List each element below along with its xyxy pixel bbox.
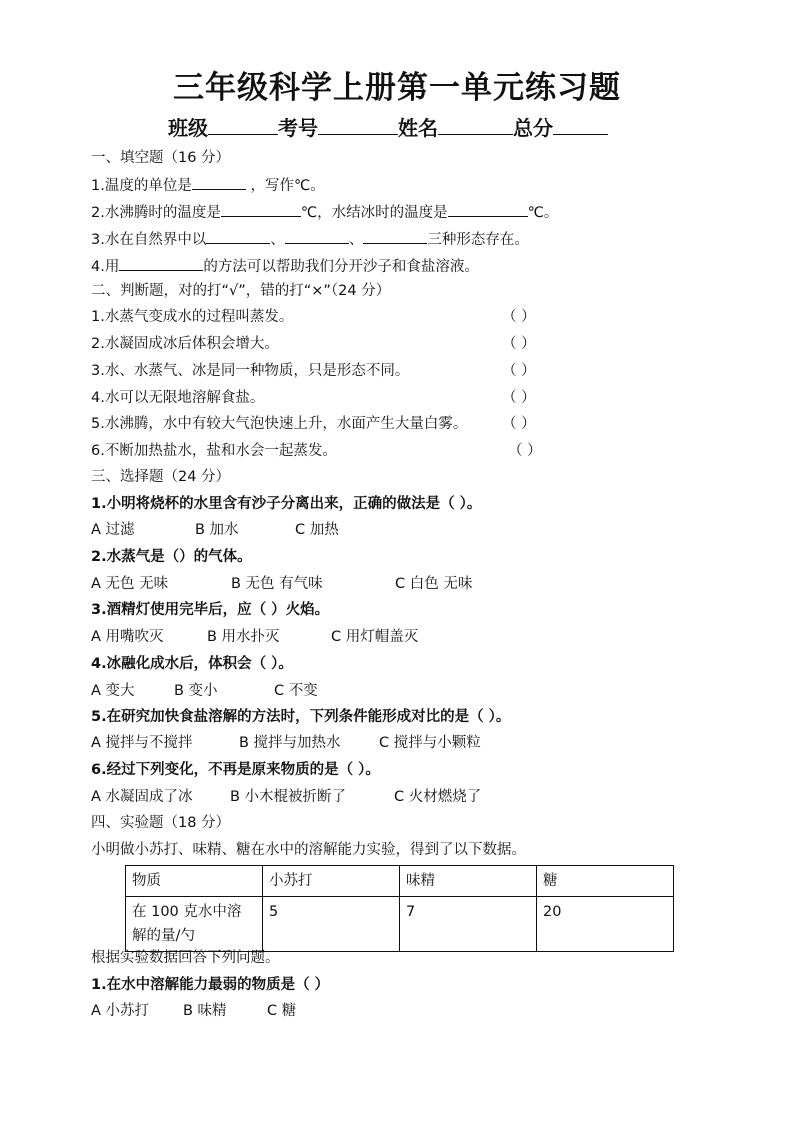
fill-question-4: 4.用 的方法可以帮助我们分开沙子和食盐溶液。: [91, 255, 479, 277]
option-b[interactable]: B 用水扑灭: [207, 629, 280, 645]
class-blank[interactable]: [208, 119, 278, 135]
option-c[interactable]: C 用灯帽盖灭: [331, 629, 419, 645]
table-row: [126, 897, 674, 952]
fill-question-2: 2.水沸腾时的温度是 ℃，水结冰时的温度是 ℃。: [91, 201, 558, 223]
class-label: 班级: [168, 116, 208, 140]
option-b[interactable]: B 搅拌与加热水: [239, 735, 341, 751]
judge-item: 5.水沸腾，水中有较大气泡快速上升，水面产生大量白雾。: [91, 416, 468, 432]
table-cell: 5: [263, 897, 400, 952]
table-header: 糖: [537, 866, 674, 897]
experiment-question-1: 1.在水中溶解能力最弱的物质是（ ）: [91, 977, 330, 993]
judge-item: 3.水、水蒸气、冰是同一种物质，只是形态不同。: [91, 363, 410, 379]
table-cell: 20: [537, 897, 674, 952]
table-header: 小苏打: [263, 866, 400, 897]
table-header: 物质: [126, 866, 263, 897]
option-b[interactable]: B 变小: [174, 683, 218, 699]
fill-blank[interactable]: [206, 228, 270, 244]
fill-blank[interactable]: [285, 228, 349, 244]
option-a[interactable]: A 变大: [91, 683, 135, 699]
choice-options-6: [91, 787, 481, 807]
answer-parens[interactable]: （ ）: [502, 309, 536, 325]
score-blank[interactable]: [553, 119, 608, 135]
judge-item: 4.水可以无限地溶解食盐。: [91, 390, 265, 406]
answer-parens[interactable]: （ ）: [502, 336, 536, 352]
choice-question-5: 5.在研究加快食盐溶解的方法时，下列条件能形成对比的是（ ）。: [91, 709, 511, 725]
option-a[interactable]: A 水凝固成了冰: [91, 789, 193, 805]
judge-item: 1.水蒸气变成水的过程叫蒸发。: [91, 309, 294, 325]
section4-heading: 四、实验题（18 分）: [91, 815, 231, 831]
option-c[interactable]: C 火材燃烧了: [394, 789, 482, 805]
exam-no-blank[interactable]: [318, 119, 398, 135]
table-cell: 7: [400, 897, 537, 952]
table-row-label: 在 100 克水中溶 解的量/勺: [126, 897, 263, 952]
fill-blank[interactable]: [192, 174, 246, 190]
choice-options-5: [91, 733, 481, 753]
option-a[interactable]: A 过滤: [91, 522, 135, 538]
judge-item: 2.水凝固成冰后体积会增大。: [91, 336, 279, 352]
option-a[interactable]: A 小苏打: [91, 1003, 150, 1019]
option-c[interactable]: C 搅拌与小颗粒: [379, 735, 481, 751]
choice-options-3: [91, 627, 418, 647]
option-a[interactable]: A 用嘴吹灭: [91, 629, 164, 645]
choice-question-4: 4.冰融化成水后，体积会（ ）。: [91, 656, 293, 672]
option-c[interactable]: C 不变: [274, 683, 318, 699]
score-label: 总分: [513, 116, 553, 140]
judge-item: 6.不断加热盐水，盐和水会一起蒸发。: [91, 443, 337, 459]
option-b[interactable]: B 无色 有气味: [231, 576, 323, 592]
choice-question-6: 6.经过下列变化，不再是原来物质的是（ ）。: [91, 762, 380, 778]
page-title: 三年级科学上册第一单元练习题: [173, 70, 621, 106]
fill-blank[interactable]: [448, 201, 528, 217]
answer-parens[interactable]: （ ）: [502, 363, 536, 379]
choice-question-2: 2.水蒸气是（）的气体。: [91, 549, 252, 565]
section2-heading: 二、判断题，对的打“√”，错的打“×”（24 分）: [91, 283, 391, 299]
choice-options-4: [91, 681, 318, 701]
choice-question-3: 3.酒精灯使用完毕后，应（ ）火焰。: [91, 602, 330, 618]
fill-question-3: 3.水在自然界中以 、 、 三种形态存在。: [91, 228, 529, 250]
option-c[interactable]: C 白色 无味: [395, 576, 473, 592]
section1-heading: 一、填空题（16 分）: [91, 150, 231, 166]
answer-parens[interactable]: （ ）: [508, 443, 542, 459]
fill-blank[interactable]: [221, 201, 301, 217]
option-c[interactable]: C 加热: [295, 522, 339, 538]
answer-parens[interactable]: （ ）: [502, 416, 536, 432]
exam-no-label: 考号: [278, 116, 318, 140]
option-b[interactable]: B 小木棍被折断了: [230, 789, 347, 805]
answer-parens[interactable]: （ ）: [502, 390, 536, 406]
table-header-row: [126, 866, 674, 897]
choice-options-2: [91, 574, 472, 594]
fill-blank[interactable]: [363, 228, 427, 244]
option-b[interactable]: B 加水: [195, 522, 239, 538]
option-a[interactable]: A 无色 无味: [91, 576, 169, 592]
choice-options-1: [91, 520, 339, 540]
experiment-intro: 小明做小苏打、味精、糖在水中的溶解能力实验，得到了以下数据。: [91, 842, 526, 858]
student-info-line: [168, 112, 608, 141]
option-b[interactable]: B 味精: [183, 1003, 227, 1019]
table-header: 味精: [400, 866, 537, 897]
option-c[interactable]: C 糖: [267, 1003, 297, 1019]
section3-heading: 三、选择题（24 分）: [91, 469, 231, 485]
option-a[interactable]: A 搅拌与不搅拌: [91, 735, 193, 751]
fill-blank[interactable]: [119, 255, 203, 271]
solubility-table: [125, 865, 674, 952]
name-label: 姓名: [398, 116, 438, 140]
name-blank[interactable]: [438, 119, 513, 135]
fill-question-1: 1.温度的单位是 ，写作℃。: [91, 174, 325, 196]
experiment-instruction: 根据实验数据回答下列问题。: [91, 950, 280, 966]
experiment-options-1: [91, 1001, 296, 1021]
choice-question-1: 1.小明将烧杯的水里含有沙子分离出来，正确的做法是（ ）。: [91, 496, 482, 512]
